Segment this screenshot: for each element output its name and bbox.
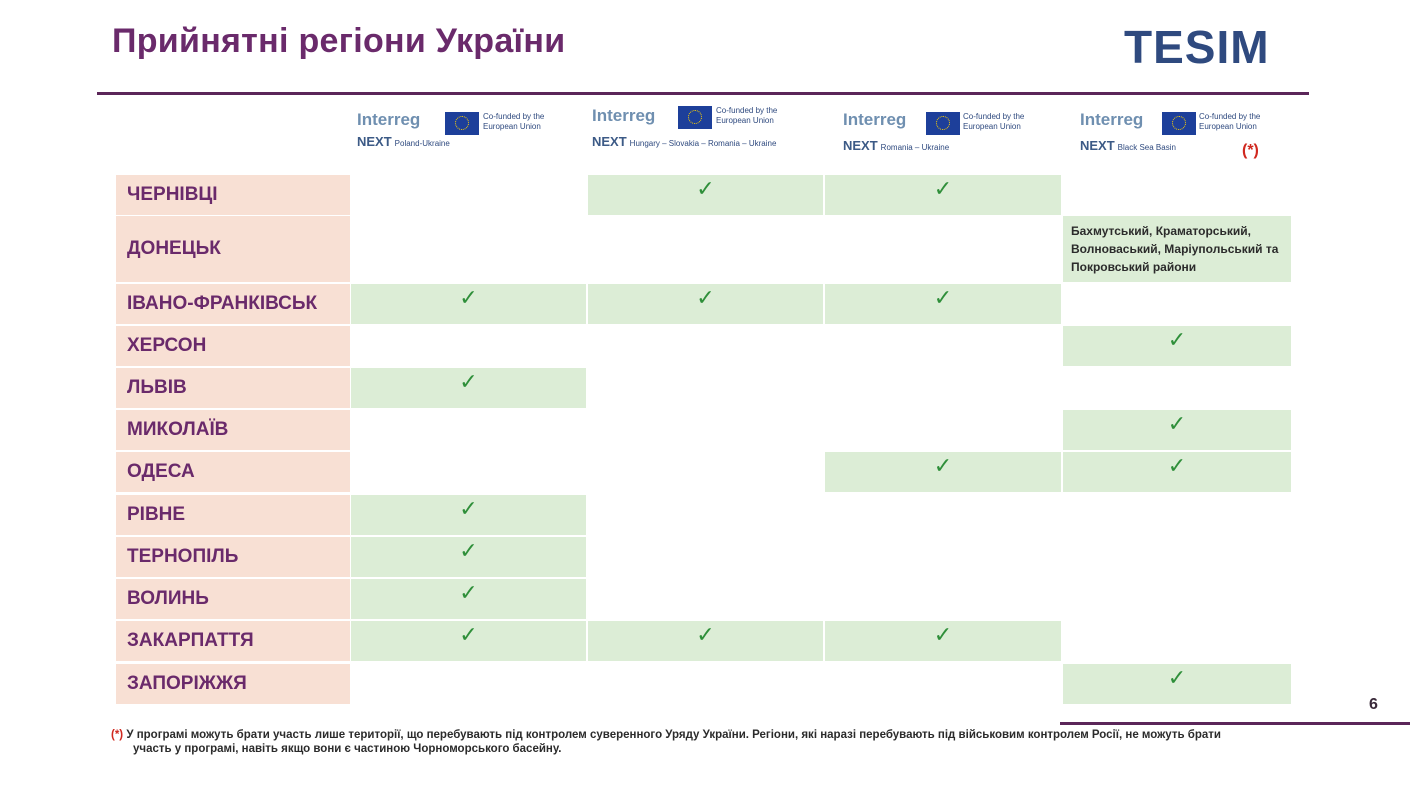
region-label: МИКОЛАЇВ — [116, 410, 350, 450]
footnote-line-2: участь у програмі, навіть якщо вони є частиною Чорноморського басейну. — [133, 743, 562, 755]
eligible-cell — [588, 621, 823, 661]
region-label: ЧЕРНІВЦІ — [116, 175, 350, 215]
eligible-cell — [351, 621, 586, 661]
checkmark-icon: ✓ — [933, 285, 953, 310]
eu-flag-icon — [445, 112, 479, 135]
eligible-cell — [588, 284, 823, 324]
footnote-line-1: У програмі можуть брати участь лише території, що перебувають під контролем суверенного Уряду України. Регіони, які наразі перебувають під військовим контролем Росії, не можуть брати — [126, 729, 1221, 741]
region-label: ТЕРНОПІЛЬ — [116, 537, 350, 577]
eligible-districts-note: Бахмутський, Краматорський, Волноваський, Маріупольський та Покровський райони — [1071, 224, 1279, 274]
eligible-cell — [825, 284, 1061, 324]
eligible-cell — [1063, 326, 1291, 366]
eligible-cell — [351, 495, 586, 535]
eligible-cell — [1063, 410, 1291, 450]
tesim-logo: TESIM — [1124, 21, 1270, 73]
checkmark-icon: ✓ — [459, 580, 478, 605]
checkmark-icon: ✓ — [1167, 411, 1187, 436]
region-label: ХЕРСОН — [116, 326, 350, 366]
region-label: ЛЬВІВ — [116, 368, 350, 408]
footnote-marker: (*) — [111, 729, 124, 741]
footer-divider — [1060, 722, 1410, 725]
footnote — [111, 728, 1321, 756]
programme-logo-hungary-slovakia-romania-ukraine: Interreg Co-funded by the European Union NEXT Hungary – Slovakia – Romania – Ukraine — [592, 106, 778, 149]
checkmark-icon: ✓ — [696, 176, 715, 201]
title-divider — [97, 92, 1309, 95]
region-label: ІВАНО-ФРАНКІВСЬК — [116, 284, 350, 324]
checkmark-icon: ✓ — [1167, 453, 1187, 478]
eligible-cell — [1063, 664, 1291, 704]
asterisk-note-marker: (*) — [1242, 142, 1259, 159]
region-label: РІВНЕ — [116, 495, 350, 535]
eligible-cell — [825, 175, 1061, 215]
checkmark-icon: ✓ — [459, 369, 478, 394]
checkmark-icon: ✓ — [459, 285, 478, 310]
checkmark-icon: ✓ — [933, 622, 953, 647]
eu-flag-icon — [926, 112, 960, 135]
checkmark-icon: ✓ — [459, 538, 478, 563]
region-label: ОДЕСА — [116, 452, 350, 492]
eligible-cell — [825, 452, 1061, 492]
eligible-cell — [825, 621, 1061, 661]
checkmark-icon: ✓ — [459, 622, 478, 647]
eligible-cell — [351, 579, 586, 619]
programme-logo-poland-ukraine: Interreg Co-funded by the European Union NEXT Poland-Ukraine — [357, 110, 545, 149]
page-title: Прийнятні регіони України — [112, 22, 566, 60]
programme-logo-romania-ukraine: Interreg Co-funded by the European Union NEXT Romania – Ukraine — [843, 110, 1025, 153]
checkmark-icon: ✓ — [1167, 327, 1187, 352]
eligible-cell — [588, 175, 823, 215]
programme-logo-black-sea-basin: Interreg Co-funded by the European Union NEXT Black Sea Basin — [1080, 110, 1261, 153]
eligible-cell — [351, 537, 586, 577]
checkmark-icon: ✓ — [933, 176, 953, 201]
checkmark-icon: ✓ — [696, 285, 715, 310]
eligible-cell — [351, 368, 586, 408]
checkmark-icon: ✓ — [933, 453, 953, 478]
page-number: 6 — [1369, 696, 1378, 713]
region-label: ЗАКАРПАТТЯ — [116, 621, 350, 661]
eligible-cell — [351, 284, 586, 324]
eligible-cell — [1063, 216, 1291, 282]
eligible-cell — [1063, 452, 1291, 492]
region-label: ДОНЕЦЬК — [116, 216, 350, 282]
region-label: ВОЛИНЬ — [116, 579, 350, 619]
checkmark-icon: ✓ — [696, 622, 715, 647]
checkmark-icon: ✓ — [459, 496, 478, 521]
checkmark-icon: ✓ — [1167, 665, 1187, 690]
region-label: ЗАПОРІЖЖЯ — [116, 664, 350, 704]
eu-flag-icon — [678, 106, 712, 129]
eu-flag-icon — [1162, 112, 1196, 135]
